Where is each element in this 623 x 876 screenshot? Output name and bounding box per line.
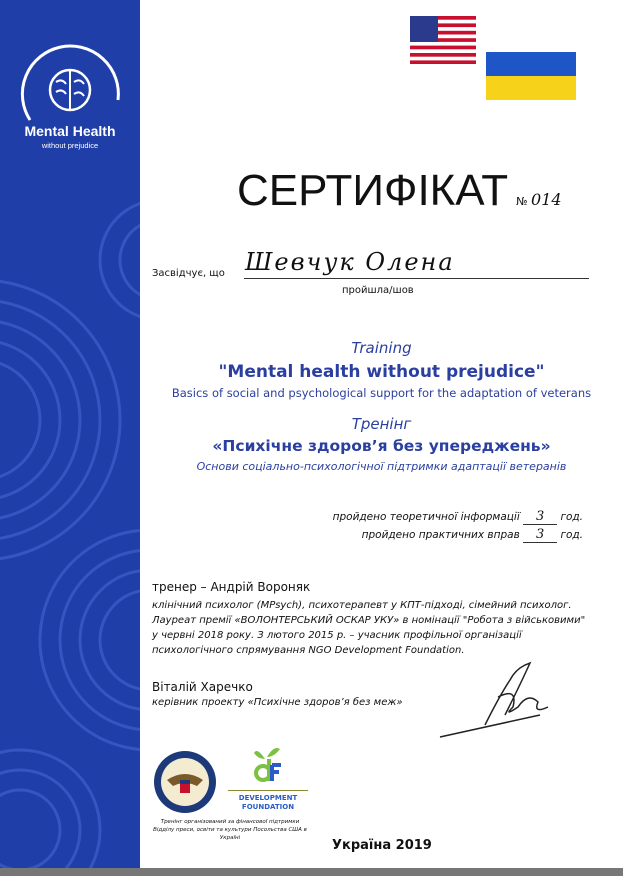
- hours-block: [333, 508, 583, 544]
- certifies-label: Засвідчує, що: [152, 268, 225, 279]
- manager-name: Віталій Харечко: [152, 680, 253, 694]
- recipient-name: Шевчук Олена: [245, 248, 455, 276]
- place-year: Україна 2019: [332, 838, 432, 853]
- training-en-label: Training: [351, 339, 412, 357]
- bottom-edge: [0, 868, 623, 876]
- certificate-title: СЕРТИФІКАТ: [237, 166, 509, 215]
- trainer-bio: [152, 598, 585, 658]
- number-value: 014: [531, 190, 562, 209]
- development-foundation-logo-icon: [252, 745, 282, 785]
- name-underline: [244, 278, 589, 279]
- hours-label: пройдено теоретичної інформації: [332, 511, 520, 523]
- blue-sidebar: [0, 0, 140, 876]
- certificate-header: [237, 165, 562, 217]
- hours-label: пройдено практичних вправ: [361, 529, 520, 541]
- training-ua-subtitle: Основи соціально-психологічної підтримки адаптації ветеранів: [196, 460, 567, 473]
- hours-unit: год.: [560, 529, 583, 541]
- training-en-title: "Mental health without prejudice": [218, 362, 545, 382]
- hours-unit: год.: [560, 511, 583, 523]
- completed-label: пройшла/шов: [342, 285, 414, 296]
- trainer-name: тренер – Андрій Вороняк: [152, 580, 311, 594]
- logo-title: Mental Health: [24, 123, 116, 139]
- ukraine-flag-icon: [486, 52, 576, 100]
- df-divider: [228, 790, 308, 791]
- df-logo-text: DEVELOPMENT FOUNDATION: [238, 794, 298, 811]
- manager-role: керівник проекту «Психічне здоров’я без меж»: [152, 697, 403, 708]
- certificate-number: [516, 190, 562, 209]
- number-prefix: №: [516, 195, 528, 208]
- us-state-department-seal-icon: [153, 750, 217, 814]
- hours-value: 3: [523, 527, 557, 543]
- training-en-subtitle: Basics of social and psychological support for the adaptation of veterans: [171, 386, 592, 400]
- us-flag-icon: [410, 16, 476, 64]
- bio-line: у червні 2018 року. З лютого 2015 р. – учасник профільної організації: [152, 630, 522, 641]
- hours-practice: [333, 526, 583, 544]
- hours-value: 3: [523, 509, 557, 525]
- training-ua-title: «Психічне здоров’я без упереджень»: [212, 437, 551, 455]
- bio-line: клінічний психолог (MPsych), психотерапевт у КПТ-підході, сімейний психолог.: [152, 600, 572, 611]
- signature: [430, 655, 580, 745]
- hours-theory: [333, 508, 583, 526]
- sponsor-note: Тренінг організований за фінансової підтримки Відділу преси, освіти та культури Посольства США в Україні: [153, 819, 307, 841]
- bio-line: Лауреат премії «ВОЛОНТЕРСЬКИЙ ОСКАР УКУ» в номінації "Робота з військовими": [152, 615, 586, 626]
- training-ua-label: Тренінг: [351, 415, 412, 433]
- logo-subtitle: without prejudice: [41, 141, 99, 150]
- bio-line: психологічного спрямування NGO Development Foundation.: [152, 645, 465, 656]
